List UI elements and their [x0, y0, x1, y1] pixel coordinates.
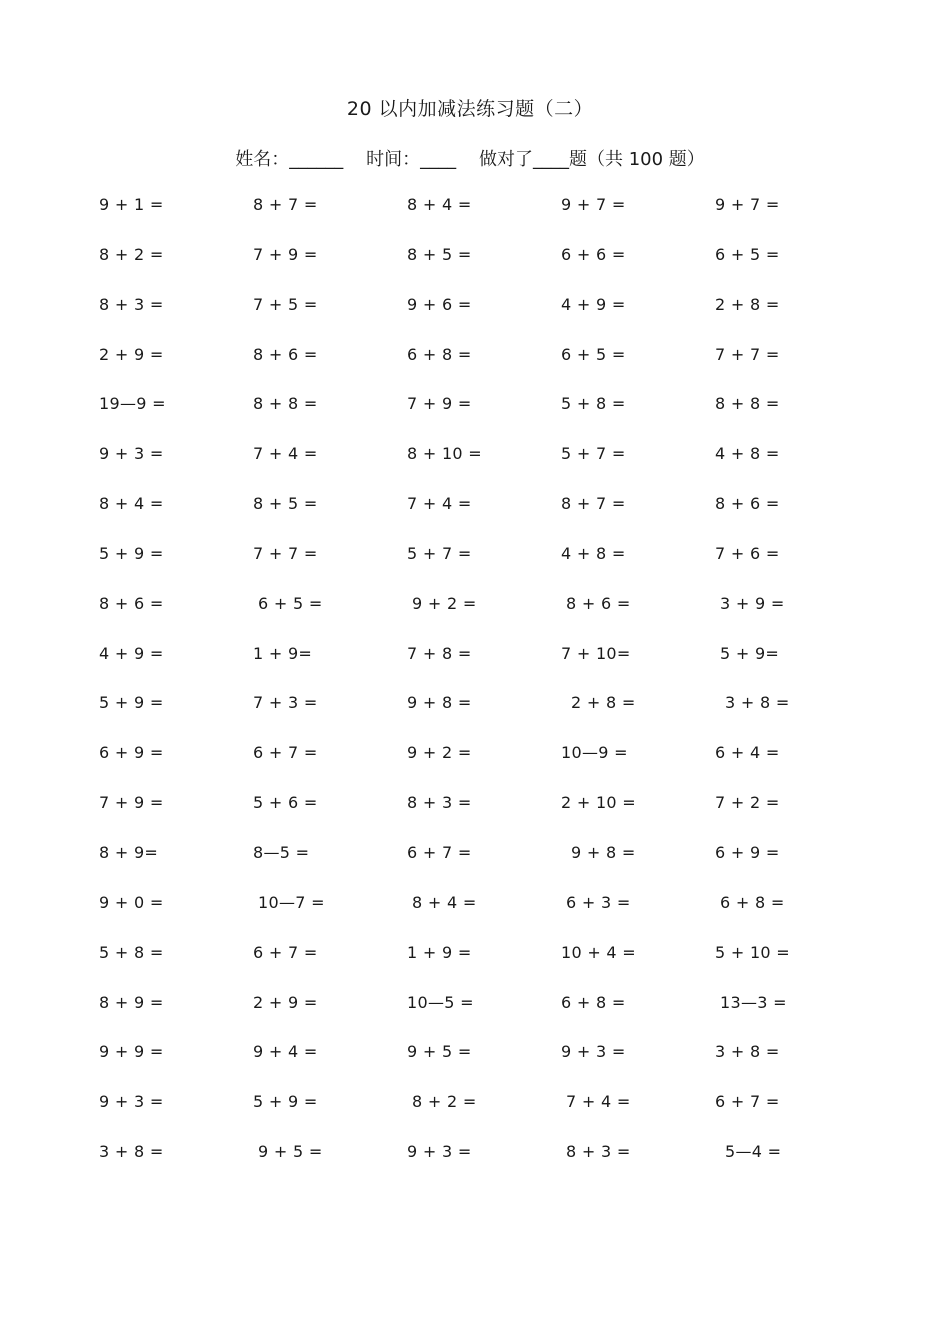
- problem-item: 5 + 6 =: [253, 793, 318, 813]
- problem-item: 6 + 8 =: [720, 892, 785, 912]
- problem-item: 7 + 10=: [561, 643, 631, 663]
- problem-row: [99, 644, 879, 694]
- problem-item: 8 + 4 =: [99, 494, 164, 514]
- problem-item: 10—9 =: [561, 743, 628, 763]
- problem-item: 6 + 5 =: [715, 244, 780, 264]
- problem-item: 6 + 6 =: [561, 244, 626, 264]
- problem-item: 7 + 9 =: [253, 244, 318, 264]
- problem-item: 6 + 5 =: [561, 344, 626, 364]
- problem-item: 5 + 7 =: [561, 444, 626, 464]
- problem-item: 8 + 2 =: [99, 244, 164, 264]
- problem-item: 5 + 8 =: [99, 942, 164, 962]
- problem-item: 6 + 3 =: [566, 892, 631, 912]
- problem-item: 9 + 4 =: [253, 1042, 318, 1062]
- problem-item: 5 + 10 =: [715, 942, 791, 962]
- problem-item: 3 + 9 =: [720, 593, 785, 613]
- problem-item: 13—3 =: [720, 992, 787, 1012]
- problem-item: 9 + 2 =: [412, 593, 477, 613]
- problem-item: 5 + 7 =: [407, 543, 472, 563]
- problem-row: [99, 793, 879, 843]
- problem-item: 8 + 3 =: [566, 1142, 631, 1162]
- problem-item: 2 + 9 =: [253, 992, 318, 1012]
- problem-row: [99, 1142, 879, 1192]
- problem-item: 2 + 8 =: [571, 693, 636, 713]
- problem-item: 8 + 4 =: [407, 195, 472, 214]
- problem-item: 8 + 9 =: [99, 992, 164, 1012]
- problem-row: [99, 245, 879, 295]
- problem-row: [99, 693, 879, 743]
- problem-row: [99, 993, 879, 1043]
- problem-item: 9 + 3 =: [561, 1042, 626, 1062]
- problem-item: 7 + 7 =: [715, 344, 780, 364]
- problem-item: 8 + 5 =: [253, 494, 318, 514]
- problem-item: 9 + 0 =: [99, 892, 164, 912]
- problem-item: 7 + 5 =: [253, 294, 318, 314]
- problem-item: 6 + 8 =: [561, 992, 626, 1012]
- problem-item: 8 + 7 =: [561, 494, 626, 514]
- problem-row: [99, 295, 879, 345]
- problem-item: 9 + 1 =: [99, 195, 164, 214]
- problem-item: 8 + 8 =: [253, 394, 318, 414]
- problem-item: 8 + 5 =: [407, 244, 472, 264]
- worksheet-title: 20 以内加减法练习题（二）: [346, 98, 594, 120]
- problem-item: 8 + 7 =: [253, 195, 318, 214]
- problem-item: 5 + 9 =: [99, 543, 164, 563]
- problem-item: 6 + 7 =: [253, 743, 318, 763]
- problem-row: [99, 195, 879, 245]
- problem-item: 8 + 3 =: [99, 294, 164, 314]
- problem-item: 1 + 9=: [253, 643, 313, 663]
- problem-item: 10—5 =: [407, 992, 474, 1012]
- problem-item: 6 + 8 =: [407, 344, 472, 364]
- problem-row: [99, 544, 879, 594]
- problem-grid: [99, 195, 879, 1192]
- problem-row: [99, 494, 879, 544]
- problem-item: 1 + 9 =: [407, 942, 472, 962]
- problem-item: 9 + 8 =: [407, 693, 472, 713]
- problem-item: 7 + 6 =: [715, 543, 780, 563]
- problem-item: 7 + 3 =: [253, 693, 318, 713]
- problem-row: [99, 394, 879, 444]
- problem-row: [99, 843, 879, 893]
- student-info-line: 姓名：______ 时间：____ 做对了____题（共 100 题）: [235, 149, 705, 170]
- problem-item: 7 + 8 =: [407, 643, 472, 663]
- problem-item: 6 + 4 =: [715, 743, 780, 763]
- problem-item: 6 + 7 =: [715, 1092, 780, 1112]
- problem-item: 8 + 8 =: [715, 394, 780, 414]
- problem-item: 5 + 9 =: [253, 1092, 318, 1112]
- problem-item: 6 + 9 =: [715, 842, 780, 862]
- problem-item: 5—4 =: [725, 1142, 782, 1162]
- problem-item: 9 + 5 =: [258, 1142, 323, 1162]
- problem-item: 6 + 7 =: [407, 842, 472, 862]
- problem-item: 7 + 4 =: [407, 494, 472, 514]
- problem-item: 9 + 3 =: [99, 444, 164, 464]
- problem-item: 9 + 6 =: [407, 294, 472, 314]
- problem-item: 7 + 9 =: [407, 394, 472, 414]
- problem-item: 2 + 10 =: [561, 793, 637, 813]
- problem-item: 5 + 9 =: [99, 693, 164, 713]
- problem-item: 9 + 7 =: [561, 195, 626, 214]
- problem-item: 9 + 3 =: [407, 1142, 472, 1162]
- problem-row: [99, 1092, 879, 1142]
- problem-row: [99, 594, 879, 644]
- problem-item: 8—5 =: [253, 842, 310, 862]
- problem-item: 5 + 8 =: [561, 394, 626, 414]
- problem-row: [99, 743, 879, 793]
- problem-item: 8 + 6 =: [99, 593, 164, 613]
- problem-item: 4 + 9 =: [561, 294, 626, 314]
- problem-row: [99, 943, 879, 993]
- problem-item: 9 + 3 =: [99, 1092, 164, 1112]
- problem-item: 7 + 4 =: [253, 444, 318, 464]
- problem-item: 8 + 9=: [99, 842, 159, 862]
- problem-item: 10 + 4 =: [561, 942, 637, 962]
- problem-item: 8 + 2 =: [412, 1092, 477, 1112]
- problem-item: 8 + 4 =: [412, 892, 477, 912]
- problem-item: 4 + 8 =: [715, 444, 780, 464]
- problem-row: [99, 893, 879, 943]
- problem-item: 2 + 9 =: [99, 344, 164, 364]
- problem-item: 5 + 9=: [720, 643, 780, 663]
- problem-item: 6 + 5 =: [258, 593, 323, 613]
- problem-item: 7 + 2 =: [715, 793, 780, 813]
- problem-item: 6 + 9 =: [99, 743, 164, 763]
- problem-item: 19—9 =: [99, 394, 166, 414]
- problem-item: 3 + 8 =: [99, 1142, 164, 1162]
- problem-item: 8 + 6 =: [566, 593, 631, 613]
- problem-item: 10—7 =: [258, 892, 325, 912]
- problem-item: 7 + 7 =: [253, 543, 318, 563]
- problem-item: 9 + 2 =: [407, 743, 472, 763]
- problem-item: 3 + 8 =: [725, 693, 790, 713]
- problem-item: 9 + 8 =: [571, 842, 636, 862]
- problem-item: 4 + 8 =: [561, 543, 626, 563]
- problem-item: 4 + 9 =: [99, 643, 164, 663]
- problem-row: [99, 1042, 879, 1092]
- problem-item: 8 + 6 =: [253, 344, 318, 364]
- problem-item: 8 + 3 =: [407, 793, 472, 813]
- problem-item: 2 + 8 =: [715, 294, 780, 314]
- problem-item: 8 + 6 =: [715, 494, 780, 514]
- problem-row: [99, 345, 879, 395]
- problem-row: [99, 444, 879, 494]
- problem-item: 9 + 9 =: [99, 1042, 164, 1062]
- problem-item: 6 + 7 =: [253, 942, 318, 962]
- problem-item: 7 + 9 =: [99, 793, 164, 813]
- problem-item: 7 + 4 =: [566, 1092, 631, 1112]
- problem-item: 3 + 8 =: [715, 1042, 780, 1062]
- problem-item: 9 + 7 =: [715, 195, 780, 214]
- problem-item: 9 + 5 =: [407, 1042, 472, 1062]
- problem-item: 8 + 10 =: [407, 444, 483, 464]
